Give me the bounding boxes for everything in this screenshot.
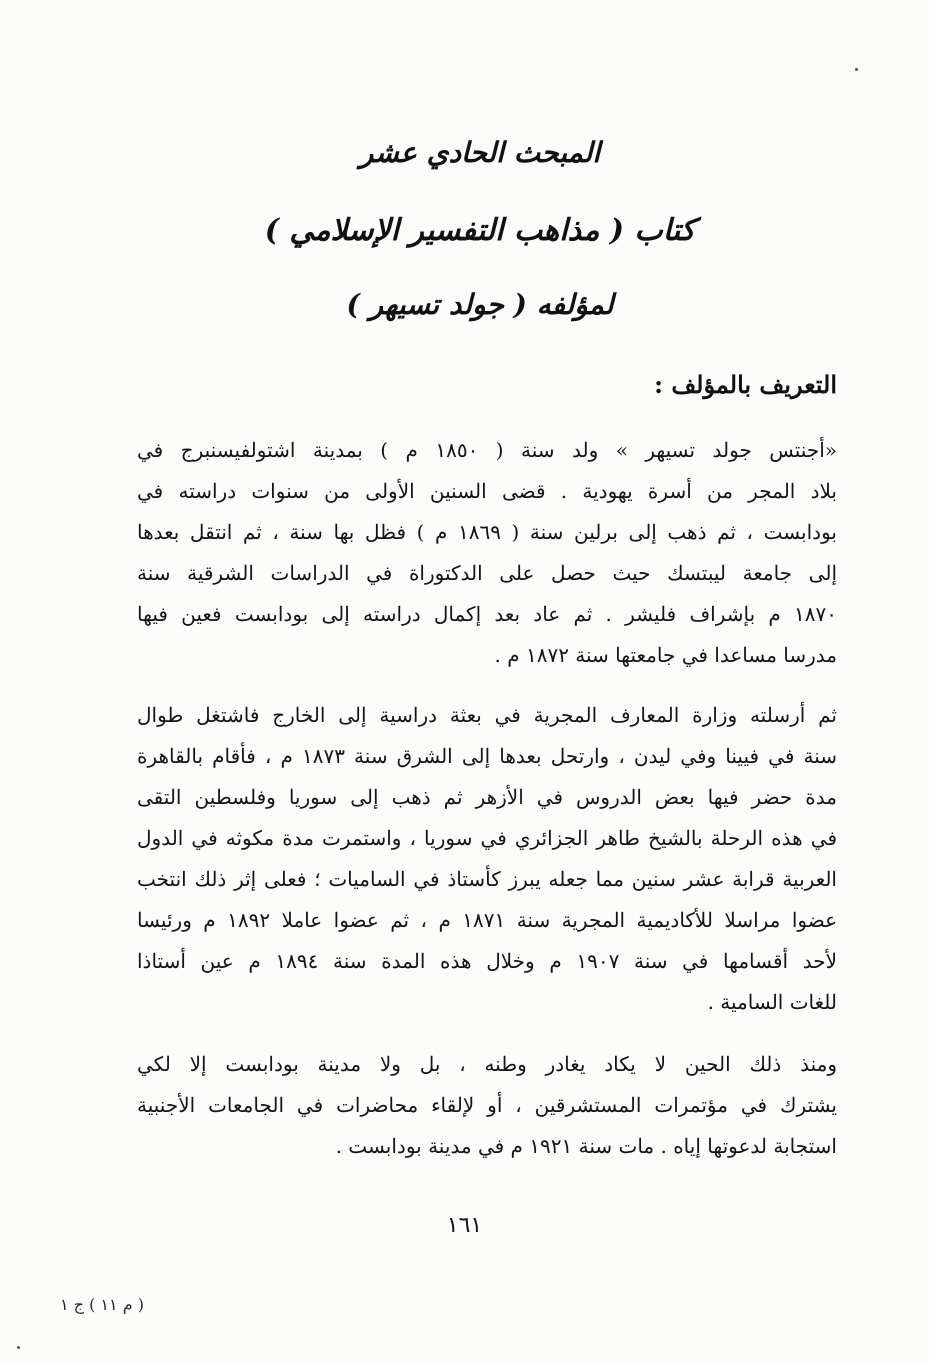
paragraph-line: استجابة لدعوتها إياه . مات سنة ١٩٢١ م في مدينة بودابست . <box>335 1134 837 1158</box>
paragraph-2 <box>137 695 837 1023</box>
signature-mark: ( م ١١ ) ج ١ <box>60 1295 144 1314</box>
paragraph-line: في هذه الرحلة بالشيخ طاهر الجزائري في سوريا ، واستمرت مدة مكوثه في الدول <box>137 826 838 850</box>
page-number: ١٦١ <box>446 1213 483 1238</box>
section-heading: التعريف بالمؤلف : <box>654 370 837 399</box>
paragraph-line: إلى جامعة ليبتسك حيث حصل على الدكتوراة في الدراسات الشرقية سنة <box>137 561 837 585</box>
paragraph-line: ثم أرسلته وزارة المعارف المجرية في بعثة دراسية إلى الخارج فاشتغل طوال <box>137 703 837 727</box>
paragraph-1 <box>137 430 837 676</box>
paragraph-line: سنة في فيينا وفي ليدن ، وارتحل بعدها إلى الشرق سنة ١٨٧٣ م ، فأقام بالقاهرة <box>137 744 838 768</box>
paragraph-line: ومنذ ذلك الحين لا يكاد يغادر وطنه ، بل ولا مدينة بودابست إلا لكي <box>137 1052 837 1076</box>
paragraph-line: مدة حضر فيها بعض الدروس في الأزهر ثم ذهب إلى سوريا وفلسطين التقى <box>137 785 837 809</box>
paragraph-line: لأحد أقسامها في سنة ١٩٠٧ م وخلال هذه المدة سنة ١٨٩٤ م عين أستاذا <box>137 949 837 973</box>
paragraph-line: العربية قرابة عشر سنين مما جعله يبرز كأستاذ في الساميات ؛ فعلى إثر ذلك انتخب <box>137 867 837 891</box>
author-title: لمؤلفه ( جولد تسيهر ) <box>346 288 614 321</box>
paragraph-line: «أجنتس جولد تسيهر » ولد سنة ( ١٨٥٠ م ) بمدينة اشتولفيسنبرج في <box>137 438 837 462</box>
paragraph-line: ١٨٧٠ م بإشراف فليشر . ثم عاد بعد إكمال دراسته إلى بودابست فعين فيها <box>137 602 837 626</box>
paragraph-line: بلاد المجر من أسرة يهودية . قضى السنين الأولى من سنوات دراسته في <box>137 479 837 503</box>
paragraph-line: بودابست ، ثم ذهب إلى برلين سنة ( ١٨٦٩ م ) فظل بها سنة ، ثم انتقل بعدها <box>137 520 837 544</box>
paragraph-line: للغات السامية . <box>707 990 837 1014</box>
scan-speck <box>855 68 858 71</box>
chapter-title: المبحث الحادي عشر <box>359 136 601 169</box>
scan-speck <box>17 1346 20 1349</box>
paragraph-3 <box>137 1044 837 1167</box>
book-title: كتاب ( مذاهب التفسير الإسلامي ) <box>264 213 696 248</box>
paragraph-line: يشترك في مؤتمرات المستشرقين ، أو لإلقاء محاضرات في الجامعات الأجنبية <box>137 1093 837 1117</box>
paragraph-line: مدرسا مساعدا في جامعتها سنة ١٨٧٢ م . <box>494 643 837 667</box>
paragraph-line: عضوا مراسلا للأكاديمية المجرية سنة ١٨٧١ م ، ثم عضوا عاملا ١٨٩٢ م ورئيسا <box>137 908 838 932</box>
